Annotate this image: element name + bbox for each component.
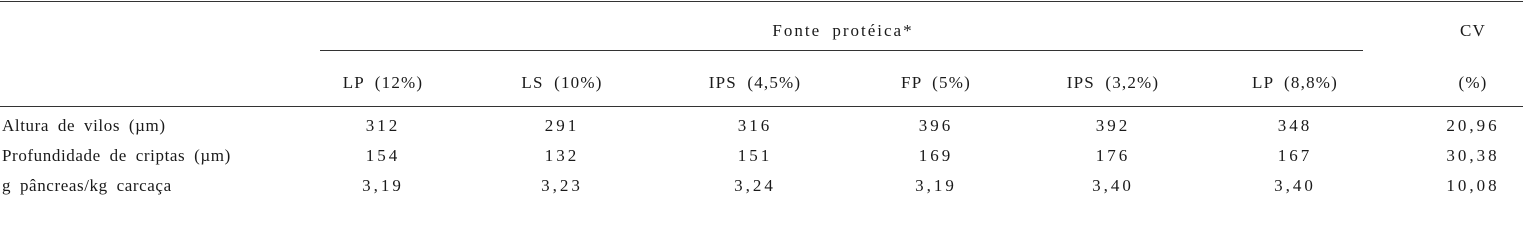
table-cell: 167 <box>1277 146 1313 165</box>
row-label: Profundidade de criptas (µm) <box>2 146 231 165</box>
group-rule <box>320 50 1363 51</box>
table-cell: 3,40 <box>1274 176 1316 195</box>
table-cell: 30,38 <box>1446 146 1500 165</box>
table-cell: 154 <box>365 146 401 165</box>
table-cell: 348 <box>1277 116 1313 135</box>
row-label: g pâncreas/kg carcaça <box>2 176 172 195</box>
table-cell: 396 <box>918 116 954 135</box>
table-cell: 20,96 <box>1446 116 1500 135</box>
table-cell: 3,19 <box>915 176 957 195</box>
header-rule <box>0 106 1523 107</box>
column-header: LP (12%) <box>342 73 424 92</box>
column-header: IPS (4,5%) <box>708 73 802 92</box>
table-cell: 169 <box>918 146 954 165</box>
cv-header: CV <box>1459 21 1487 40</box>
table-cell: 132 <box>544 146 580 165</box>
row-label: Altura de vilos (µm) <box>2 116 166 135</box>
table-cell: 3,24 <box>734 176 776 195</box>
group-header: Fonte protéica* <box>772 21 914 40</box>
column-header: IPS (3,2%) <box>1066 73 1160 92</box>
top-rule <box>0 1 1523 2</box>
table-cell: 3,23 <box>541 176 583 195</box>
table-cell: 151 <box>737 146 773 165</box>
column-header: LS (10%) <box>521 73 603 92</box>
table-cell: 176 <box>1095 146 1131 165</box>
table-cell: 392 <box>1095 116 1131 135</box>
table-cell: 10,08 <box>1446 176 1500 195</box>
column-header: (%) <box>1458 73 1488 92</box>
table-cell: 3,19 <box>362 176 404 195</box>
table-cell: 312 <box>365 116 401 135</box>
table-cell: 291 <box>544 116 580 135</box>
column-header: FP (5%) <box>901 73 971 92</box>
table-cell: 316 <box>737 116 773 135</box>
column-header: LP (8,8%) <box>1252 73 1338 92</box>
table-cell: 3,40 <box>1092 176 1134 195</box>
